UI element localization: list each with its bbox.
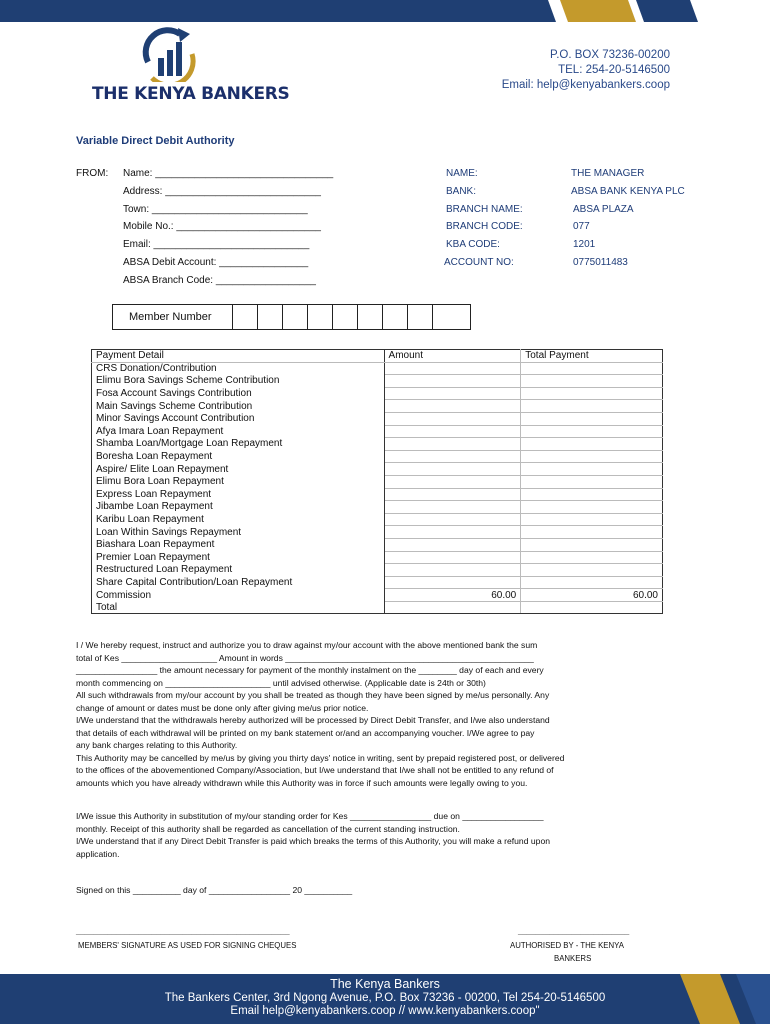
table-row	[92, 463, 663, 476]
amount-cell[interactable]	[384, 513, 521, 526]
payment-detail-cell: Share Capital Contribution/Loan Repayment	[92, 576, 385, 589]
telephone: TEL: 254-20-5146500	[558, 64, 670, 76]
table-row	[92, 576, 663, 589]
authority-text-line: I / We hereby request, instruct and authorize you to draw against my/our account with the above mentioned bank the sum	[76, 640, 538, 650]
debit-account-field[interactable]: ABSA Debit Account: ________________	[123, 257, 309, 268]
table-row	[92, 387, 663, 400]
header-amount: Amount	[384, 350, 521, 363]
total-payment-cell[interactable]	[521, 601, 663, 614]
document-title: Variable Direct Debit Authority	[76, 135, 235, 147]
total-payment-cell[interactable]	[521, 400, 663, 413]
authority-text-line: month commencing on ______________________ until advised otherwise. (Applicable date is 24th or 30th)	[76, 677, 486, 688]
branch-code-value: 077	[573, 221, 590, 232]
kba-code-value: 1201	[573, 239, 596, 250]
amount-cell[interactable]	[384, 526, 521, 539]
account-no-label: ACCOUNT NO:	[444, 257, 514, 268]
top-decorative-band	[0, 0, 770, 22]
amount-cell[interactable]	[384, 538, 521, 551]
total-payment-cell[interactable]	[521, 475, 663, 488]
payment-detail-cell: Jibambe Loan Repayment	[92, 501, 385, 514]
table-row	[92, 450, 663, 463]
member-number-digit[interactable]	[383, 305, 408, 329]
branch-code-field[interactable]: ABSA Branch Code: __________________	[123, 275, 316, 286]
authority-text-line: amounts which you have already withdrawn while this Authority was in force if such amounts were legally owing to you.	[76, 777, 528, 788]
total-payment-cell[interactable]	[521, 375, 663, 388]
contact-block	[502, 48, 670, 93]
member-number-digit[interactable]	[433, 305, 470, 329]
table-row	[92, 589, 663, 602]
member-number-digit[interactable]	[408, 305, 433, 329]
authority-text-line: All such withdrawals from my/our account by you shall be treated as though they have been signed by me/us personally. Any	[76, 690, 550, 700]
payment-detail-cell: Karibu Loan Repayment	[92, 513, 385, 526]
total-payment-cell[interactable]	[521, 538, 663, 551]
amount-cell[interactable]	[384, 463, 521, 476]
payment-detail-cell: Loan Within Savings Repayment	[92, 526, 385, 539]
total-payment-cell[interactable]: 60.00	[521, 589, 663, 602]
member-number-digit[interactable]	[308, 305, 333, 329]
total-payment-cell[interactable]	[521, 425, 663, 438]
payment-detail-cell: Minor Savings Account Contribution	[92, 412, 385, 425]
payment-detail-cell: Commission	[92, 589, 385, 602]
authority-text-line: to the offices of the abovementioned Company/Association, but I/we understand that I/we shall not be entitled to any refund of	[76, 765, 554, 775]
table-row	[92, 400, 663, 413]
total-payment-cell[interactable]	[521, 501, 663, 514]
total-payment-cell[interactable]	[521, 513, 663, 526]
table-row	[92, 526, 663, 539]
payment-table	[91, 349, 663, 614]
table-row	[92, 551, 663, 564]
header-total-payment: Total Payment	[521, 350, 663, 363]
payment-detail-cell: Fosa Account Savings Contribution	[92, 387, 385, 400]
authority-text-line: I/We issue this Authority in substitution of my/our standing order for Kes _________________ due on _________________	[76, 811, 544, 821]
amount-cell[interactable]	[384, 564, 521, 577]
authority-text-line: application.	[76, 848, 120, 859]
table-row	[92, 438, 663, 451]
amount-cell[interactable]	[384, 601, 521, 614]
table-row	[92, 362, 663, 375]
payment-detail-cell: Biashara Loan Repayment	[92, 538, 385, 551]
payment-detail-cell: Aspire/ Elite Loan Repayment	[92, 463, 385, 476]
authorised-by-label: AUTHORISED BY - THE KENYA	[510, 941, 624, 950]
amount-cell[interactable]	[384, 438, 521, 451]
member-number-digit[interactable]	[283, 305, 308, 329]
table-row	[92, 375, 663, 388]
address-field[interactable]: Address: ____________________________	[123, 186, 321, 197]
footer-title: The Kenya Bankers	[330, 977, 440, 991]
total-payment-cell[interactable]	[521, 551, 663, 564]
amount-cell[interactable]	[384, 412, 521, 425]
account-no-value: 0775011483	[573, 257, 628, 268]
payment-detail-cell: Boresha Loan Repayment	[92, 450, 385, 463]
member-number-digit[interactable]	[233, 305, 258, 329]
authority-paragraph-1	[76, 639, 688, 789]
amount-cell[interactable]: 60.00	[384, 589, 521, 602]
amount-cell[interactable]	[384, 375, 521, 388]
authority-text-line: I/We understand that if any Direct Debit Transfer is paid which breaks the terms of this Authority, you will make a refund upon	[76, 836, 550, 846]
payment-detail-cell: Elimu Bora Loan Repayment	[92, 475, 385, 488]
authorised-by-label-2: BANKERS	[554, 954, 592, 963]
payment-detail-cell: Premier Loan Repayment	[92, 551, 385, 564]
total-payment-cell[interactable]	[521, 438, 663, 451]
payment-detail-cell: Restructured Loan Repayment	[92, 564, 385, 577]
footer-web[interactable]: Email help@kenyabankers.coop // www.kenyabankers.coop"	[230, 1005, 540, 1017]
bank-value: ABSA BANK KENYA PLC	[571, 186, 685, 197]
table-row	[92, 601, 663, 614]
signed-on-line[interactable]: Signed on this __________ day of _________________ 20 __________	[76, 885, 353, 895]
authority-text-line: I/We understand that the withdrawals hereby authorized will be processed by Direct Debit Transfer, and I/we also understand	[76, 715, 550, 725]
amount-cell[interactable]	[384, 501, 521, 514]
authority-text-line: This Authority may be cancelled by me/us by giving you thirty days' notice in writing, sent by prepaid registered post, or delivered	[76, 752, 565, 763]
bank-name-label: NAME:	[446, 168, 478, 179]
table-row	[92, 501, 663, 514]
amount-cell[interactable]	[384, 450, 521, 463]
amount-cell[interactable]	[384, 475, 521, 488]
footer-address: The Bankers Center, 3rd Ngong Avenue, P.O. Box 73236 - 00200, Tel 254-20-5146500	[164, 991, 606, 1004]
authority-text-line: _________________ the amount necessary for payment of the monthly instalment on the ________ day of each and every	[76, 665, 544, 675]
amount-cell[interactable]	[384, 362, 521, 375]
authorised-signature-line[interactable]: _________________________	[518, 926, 630, 935]
authority-text-line: monthly. Receipt of this authority shall be regarded as cancellation of the current standing instruction.	[76, 823, 460, 834]
branch-name-label: BRANCH NAME:	[446, 204, 523, 215]
member-number-digit[interactable]	[258, 305, 283, 329]
total-payment-cell[interactable]	[521, 488, 663, 501]
po-box: P.O. BOX 73236-00200	[550, 49, 670, 61]
branch-code-label: BRANCH CODE:	[446, 221, 523, 232]
table-row	[92, 538, 663, 551]
amount-cell[interactable]	[384, 425, 521, 438]
total-payment-cell[interactable]	[521, 362, 663, 375]
total-payment-cell[interactable]	[521, 526, 663, 539]
amount-cell[interactable]	[384, 551, 521, 564]
kba-code-label: KBA CODE:	[446, 239, 500, 250]
amount-cell[interactable]	[384, 488, 521, 501]
header-payment-detail: Payment Detail	[92, 350, 385, 363]
table-row	[92, 475, 663, 488]
member-number-digit[interactable]	[358, 305, 383, 329]
payment-detail-cell: Elimu Bora Savings Scheme Contribution	[92, 375, 385, 388]
total-payment-cell[interactable]	[521, 387, 663, 400]
amount-cell[interactable]	[384, 400, 521, 413]
payment-detail-cell: Shamba Loan/Mortgage Loan Repayment	[92, 438, 385, 451]
email-contact[interactable]: Email: help@kenyabankers.coop	[501, 79, 670, 91]
payment-detail-cell: Main Savings Scheme Contribution	[92, 400, 385, 413]
member-number-label: Member Number	[113, 305, 233, 329]
logo-emblem-icon	[140, 26, 200, 82]
table-row	[92, 425, 663, 438]
total-payment-cell[interactable]	[521, 564, 663, 577]
authority-text-line: change of amount or dates must be done only after giving me/us prior notice.	[76, 702, 369, 713]
total-payment-cell[interactable]	[521, 412, 663, 425]
amount-cell[interactable]	[384, 576, 521, 589]
member-number-box	[112, 304, 471, 330]
table-header-row	[92, 350, 663, 363]
branch-name-value: ABSA PLAZA	[573, 204, 634, 215]
town-field[interactable]: Town: ____________________________	[123, 204, 308, 215]
bank-name-value: THE MANAGER	[571, 168, 645, 179]
table-row	[92, 564, 663, 577]
authority-text-line: that details of each withdrawal will be printed on my bank statement or/and an accompanying voucher. I/We agree to pay	[76, 727, 535, 738]
authority-text-line: any bank charges relating to this Authority.	[76, 740, 238, 750]
amount-cell[interactable]	[384, 387, 521, 400]
total-payment-cell[interactable]	[521, 450, 663, 463]
name-field[interactable]: Name: ________________________________	[123, 168, 334, 179]
payment-detail-cell: CRS Donation/Contribution	[92, 362, 385, 375]
total-payment-cell[interactable]	[521, 463, 663, 476]
payment-detail-cell: Express Loan Repayment	[92, 488, 385, 501]
authority-text-line: total of Kes ____________________ Amount in words ____________________________________________________	[76, 652, 534, 663]
from-label: FROM:	[76, 168, 109, 179]
bank-label: BANK:	[446, 186, 477, 197]
authority-paragraph-2	[76, 810, 688, 860]
member-signature-label: MEMBERS' SIGNATURE AS USED FOR SIGNING CHEQUES	[78, 941, 297, 950]
logo-wordmark: THE KENYA BANKERS	[92, 84, 290, 104]
kenya-bankers-logo	[92, 26, 290, 110]
table-row	[92, 488, 663, 501]
member-signature-line[interactable]: ________________________________________________	[76, 926, 290, 935]
email-field[interactable]: Email: ____________________________	[123, 239, 310, 250]
table-row	[92, 412, 663, 425]
payment-detail-cell: Total	[92, 601, 385, 614]
member-number-digit[interactable]	[333, 305, 358, 329]
mobile-field[interactable]: Mobile No.: __________________________	[123, 221, 321, 232]
payment-detail-cell: Afya Imara Loan Repayment	[92, 425, 385, 438]
total-payment-cell[interactable]	[521, 576, 663, 589]
table-row	[92, 513, 663, 526]
footer-text	[0, 978, 770, 1019]
